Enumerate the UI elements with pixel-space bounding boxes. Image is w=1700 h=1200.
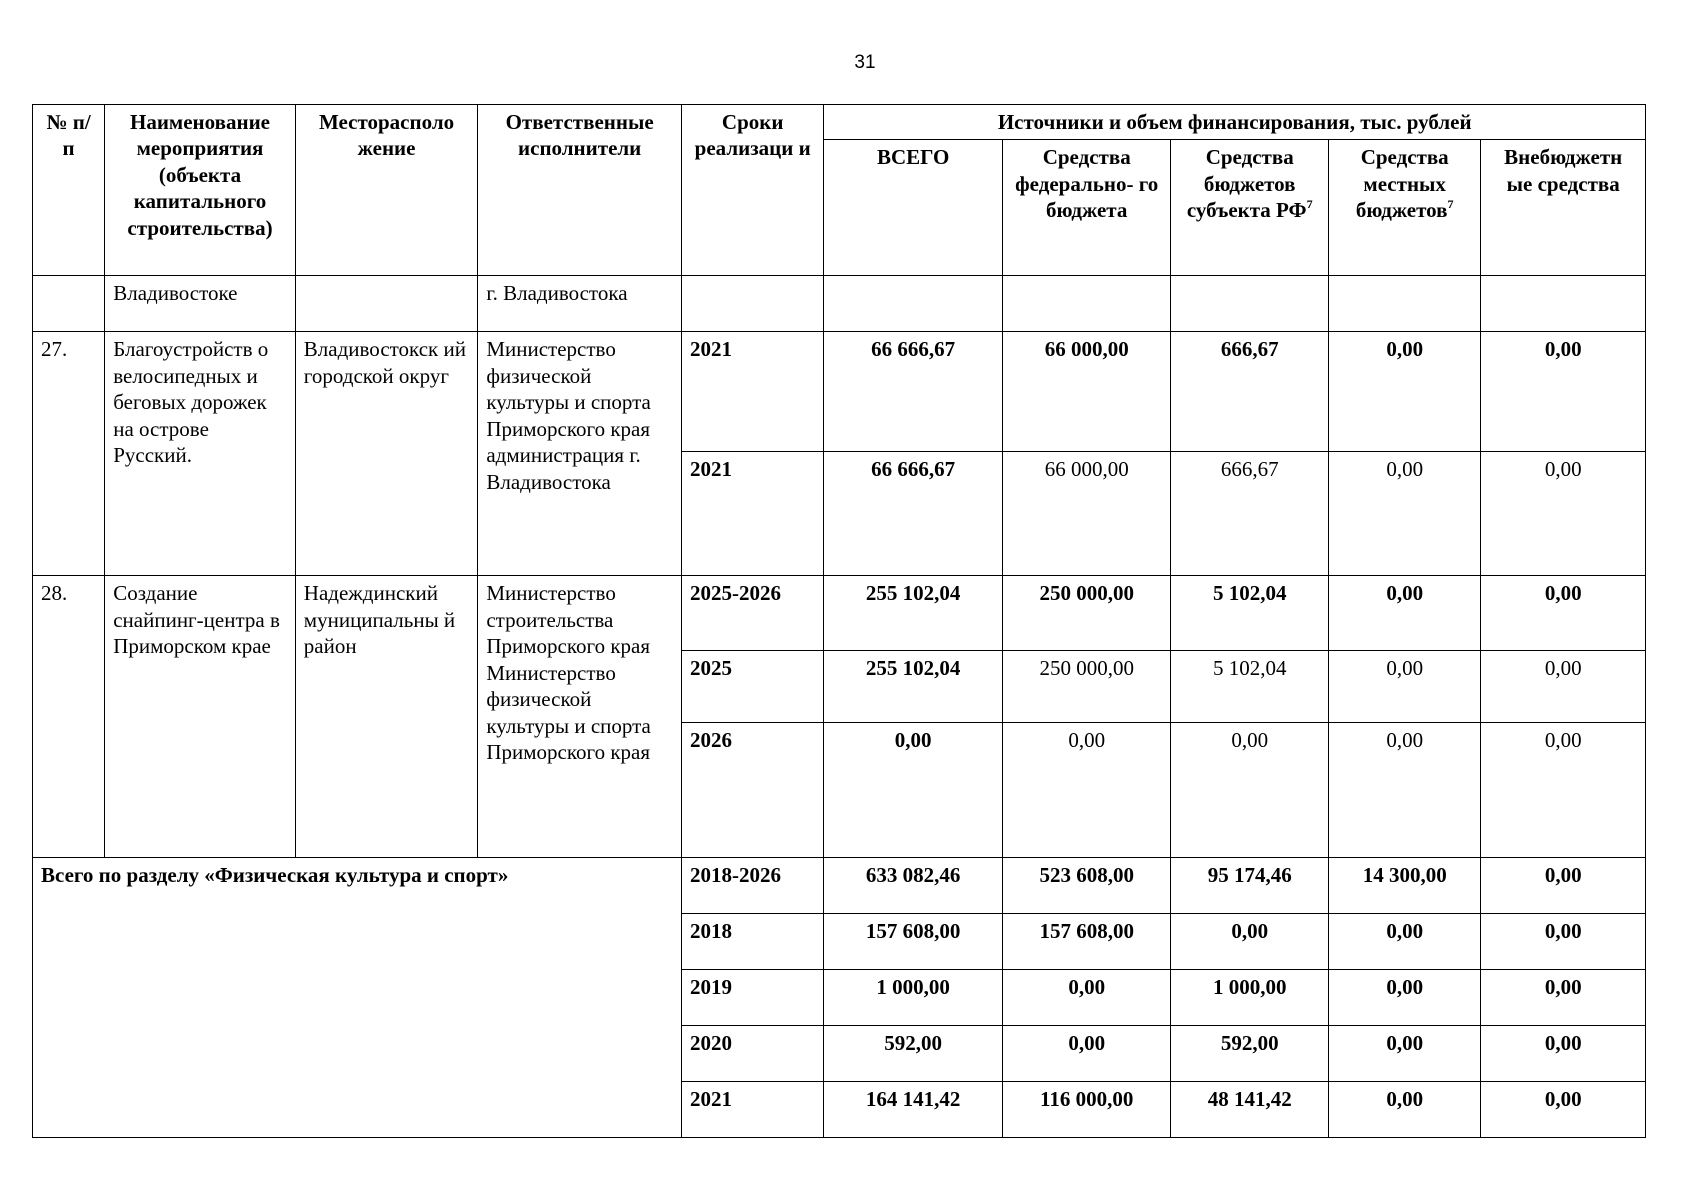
header-period: Сроки реализаци и [681,105,823,276]
cell-offbudget: 0,00 [1481,723,1646,858]
cell-local: 0,00 [1328,1082,1480,1138]
cell-num: 27. [33,332,105,576]
cell-period: 2026 [681,723,823,858]
cell-offbudget: 0,00 [1481,970,1646,1026]
cell-name: Создание снайпинг-центра в Приморском крае [105,576,296,858]
table-row [33,276,1646,332]
cell-local: 0,00 [1328,1026,1480,1082]
cell-federal: 523 608,00 [1002,858,1171,914]
header-federal: Средства федерально- го бюджета [1002,140,1171,276]
cell-federal: 250 000,00 [1002,651,1171,723]
cell-executors: г. Владивостока [478,276,682,332]
cell-region: 666,67 [1171,452,1328,576]
cell-period: 2025-2026 [681,576,823,651]
cell-total: 66 666,67 [824,452,1003,576]
cell-period: 2021 [681,452,823,576]
cell-offbudget: 0,00 [1481,858,1646,914]
cell-region: 1 000,00 [1171,970,1328,1026]
header-executors: Ответственные исполнители [478,105,682,276]
cell-period: 2021 [681,332,823,452]
cell-offbudget: 0,00 [1481,452,1646,576]
cell-local: 0,00 [1328,576,1480,651]
cell-region: 0,00 [1171,723,1328,858]
cell-name: Благоустройств о велосипедных и беговых дорожек на острове Русский. [105,332,296,576]
cell-period [681,276,823,332]
cell-total: 164 141,42 [824,1082,1003,1138]
cell-total: 1 000,00 [824,970,1003,1026]
cell-num [33,276,105,332]
cell-region: 5 102,04 [1171,651,1328,723]
cell-total: 0,00 [824,723,1003,858]
cell-local: 0,00 [1328,651,1480,723]
cell-total: 633 082,46 [824,858,1003,914]
cell-total: 66 666,67 [824,332,1003,452]
cell-offbudget: 0,00 [1481,576,1646,651]
cell-name: Владивостоке [105,276,296,332]
cell-offbudget: 0,00 [1481,1082,1646,1138]
cell-region: 0,00 [1171,914,1328,970]
cell-federal: 66 000,00 [1002,452,1171,576]
cell-num: 28. [33,576,105,858]
table-row [33,576,1646,651]
cell-local [1328,276,1480,332]
cell-period: 2019 [681,970,823,1026]
header-region [1171,140,1328,276]
header-local-label: Средства местных бюджетов [1355,145,1449,223]
header-total: ВСЕГО [824,140,1003,276]
cell-offbudget: 0,00 [1481,914,1646,970]
cell-total: 255 102,04 [824,651,1003,723]
cell-local: 14 300,00 [1328,858,1480,914]
header-offbudget: Внебюджетн ые средства [1481,140,1646,276]
cell-local: 0,00 [1328,332,1480,452]
cell-federal: 66 000,00 [1002,332,1171,452]
header-num: № п/п [33,105,105,276]
cell-local: 0,00 [1328,970,1480,1026]
header-local [1328,140,1480,276]
cell-period: 2018 [681,914,823,970]
cell-region: 95 174,46 [1171,858,1328,914]
cell-executors: Министерство строительства Приморского края Министерство физической культуры и спорта Приморского края [478,576,682,858]
header-sources: Источники и объем финансирования, тыс. рублей [824,105,1646,140]
financing-table [32,104,1646,1138]
cell-federal: 0,00 [1002,970,1171,1026]
cell-federal: 250 000,00 [1002,576,1171,651]
header-region-label: Средства бюджетов субъекта РФ [1186,145,1307,223]
cell-federal: 0,00 [1002,1026,1171,1082]
cell-federal: 116 000,00 [1002,1082,1171,1138]
header-name: Наименование мероприятия (объекта капитального строительства) [105,105,296,276]
cell-total: 592,00 [824,1026,1003,1082]
footnote-mark: 7 [1447,197,1454,212]
cell-location [295,276,478,332]
cell-total: 255 102,04 [824,576,1003,651]
cell-total: 157 608,00 [824,914,1003,970]
cell-period: 2020 [681,1026,823,1082]
cell-local: 0,00 [1328,723,1480,858]
cell-region: 592,00 [1171,1026,1328,1082]
header-location: Месторасполо жение [295,105,478,276]
section-total-label: Всего по разделу «Физическая культура и спорт» [33,858,682,1138]
cell-executors: Министерство физической культуры и спорта Приморского края администрация г. Владивостока [478,332,682,576]
cell-federal [1002,276,1171,332]
cell-offbudget [1481,276,1646,332]
cell-region: 666,67 [1171,332,1328,452]
cell-federal: 0,00 [1002,723,1171,858]
table-row [33,858,1646,914]
cell-period: 2018-2026 [681,858,823,914]
cell-total [824,276,1003,332]
table-row [33,332,1646,452]
cell-location: Надеждинский муниципальны й район [295,576,478,858]
cell-local: 0,00 [1328,914,1480,970]
cell-region: 48 141,42 [1171,1082,1328,1138]
cell-region [1171,276,1328,332]
cell-federal: 157 608,00 [1002,914,1171,970]
cell-local: 0,00 [1328,452,1480,576]
cell-region: 5 102,04 [1171,576,1328,651]
cell-period: 2025 [681,651,823,723]
cell-offbudget: 0,00 [1481,1026,1646,1082]
footnote-mark: 7 [1306,197,1313,212]
cell-offbudget: 0,00 [1481,651,1646,723]
cell-location: Владивостокск ий городской округ [295,332,478,576]
cell-period: 2021 [681,1082,823,1138]
page-number: 31 [854,52,876,73]
cell-offbudget: 0,00 [1481,332,1646,452]
